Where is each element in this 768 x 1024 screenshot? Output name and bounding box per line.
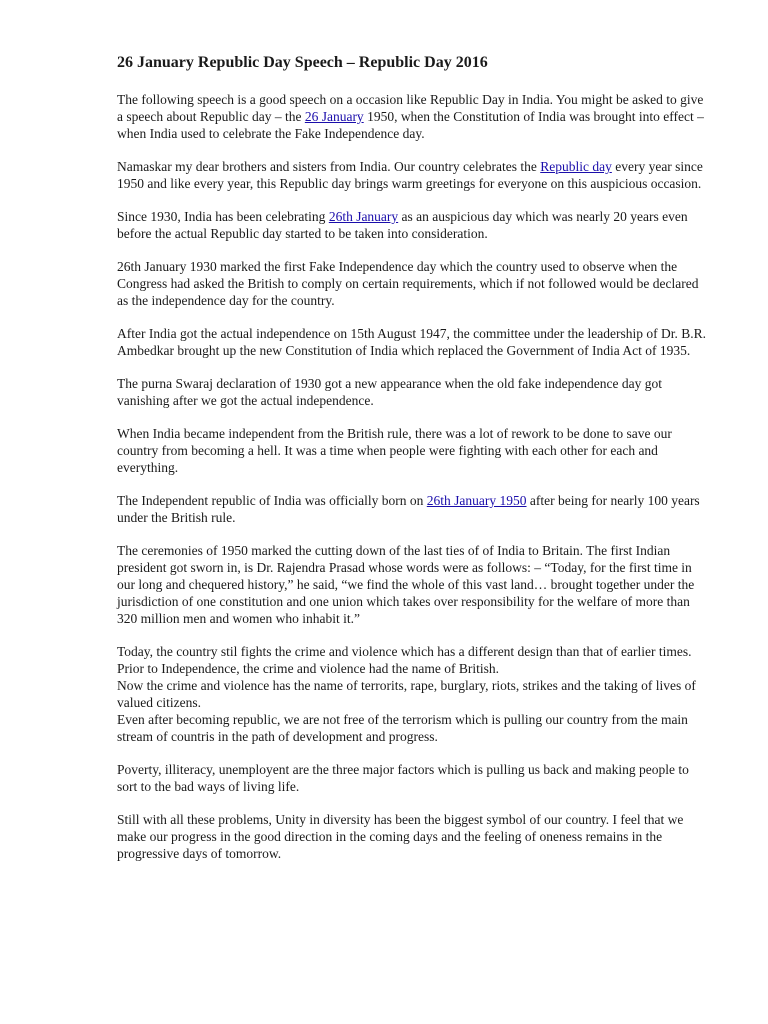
paragraph-text: after being for nearly 100 years under the British rule. (117, 493, 700, 525)
paragraph-text: The Independent republic of India was officially born on (117, 493, 427, 508)
paragraph-purna-swaraj: The purna Swaraj declaration of 1930 got a new appearance when the old fake independence day got vanishing after we got the actual independence. (117, 376, 663, 408)
paragraph-greeting (117, 158, 707, 192)
paragraph-line: Today, the country stil fights the crime and violence which has a different design than that of earlier times. (117, 644, 692, 659)
paragraph-text: as an auspicious day which was nearly 20 years even before the actual Republic day started to be taken into consideration. (117, 209, 688, 241)
document-page (117, 52, 707, 862)
paragraph-ceremonies: The ceremonies of 1950 marked the cutting down of the last ties of of India to Britain. The first Indian president got sworn in, is Dr. Rajendra Prasad whose words were as follows: – “Today, for the first time in our long and chequered history,” he said, “we find the whole of this vast land… brought together under the jurisdiction of one constitution and one union which takes over responsibility for the welfare of more than 320 million men and women who inhabit it.” (117, 543, 695, 626)
paragraph-1947: After India got the actual independence on 15th August 1947, the committee under the leadership of Dr. B.R. Ambedkar brought up the new Constitution of India which replaced the Government of India Act of 1935. (117, 326, 706, 358)
page-title: 26 January Republic Day Speech – Republic Day 2016 (117, 54, 488, 71)
paragraph-text: The following speech is a good speech on a occasion like Republic Day in India. You might be asked to give a speech about Republic day – the (117, 92, 704, 124)
paragraph-independence: When India became independent from the British rule, there was a lot of rework to be done to save our country from becoming a hell. It was a time when people were fighting with each other for each and everything. (117, 426, 672, 475)
paragraph-unity: Still with all these problems, Unity in diversity has been the biggest symbol of our country. I feel that we make our progress in the good direction in the coming days and the feeling of oneness remains in the progressive days of tomorrow. (117, 812, 684, 861)
paragraph-text: Since 1930, India has been celebrating (117, 209, 329, 224)
paragraph-line: Even after becoming republic, we are not free of the terrorism which is pulling our country from the main stream of countris in the path of development and progress. (117, 712, 688, 744)
paragraph-poverty: Poverty, illiteracy, unemployent are the three major factors which is pulling us back and making people to sort to the bad ways of living life. (117, 762, 689, 794)
link-republic-day[interactable]: Republic day (540, 159, 612, 174)
paragraph-born (117, 492, 707, 526)
link-26-january[interactable]: 26 January (304, 109, 364, 124)
paragraph-1930: 26th January 1930 marked the first Fake Independence day which the country used to observe when the Congress had asked the British to comply on certain requirements, which if not followed would be declared as the independence day for the country. (117, 259, 699, 308)
paragraph-text: 1950, when the Constitution of India was brought into effect – when India used to celebrate the Fake Independence day. (117, 109, 704, 141)
paragraph-intro (117, 91, 707, 142)
paragraph-text: every year since 1950 and like every year, this Republic day brings warm greetings for everyone on this auspicious occasion. (117, 159, 703, 191)
link-26th-january-1950[interactable]: 26th January 1950 (426, 493, 527, 508)
paragraph-crime (117, 643, 707, 745)
paragraph-line: Prior to Independence, the crime and violence had the name of British. (117, 661, 499, 676)
paragraph-text: Namaskar my dear brothers and sisters from India. Our country celebrates the (117, 159, 541, 174)
paragraph-since-1930 (117, 208, 707, 242)
paragraph-line: Now the crime and violence has the name of terrorits, rape, burglary, riots, strikes and the taking of lives of valued citizens. (117, 678, 696, 710)
link-26th-january[interactable]: 26th January (328, 209, 399, 224)
